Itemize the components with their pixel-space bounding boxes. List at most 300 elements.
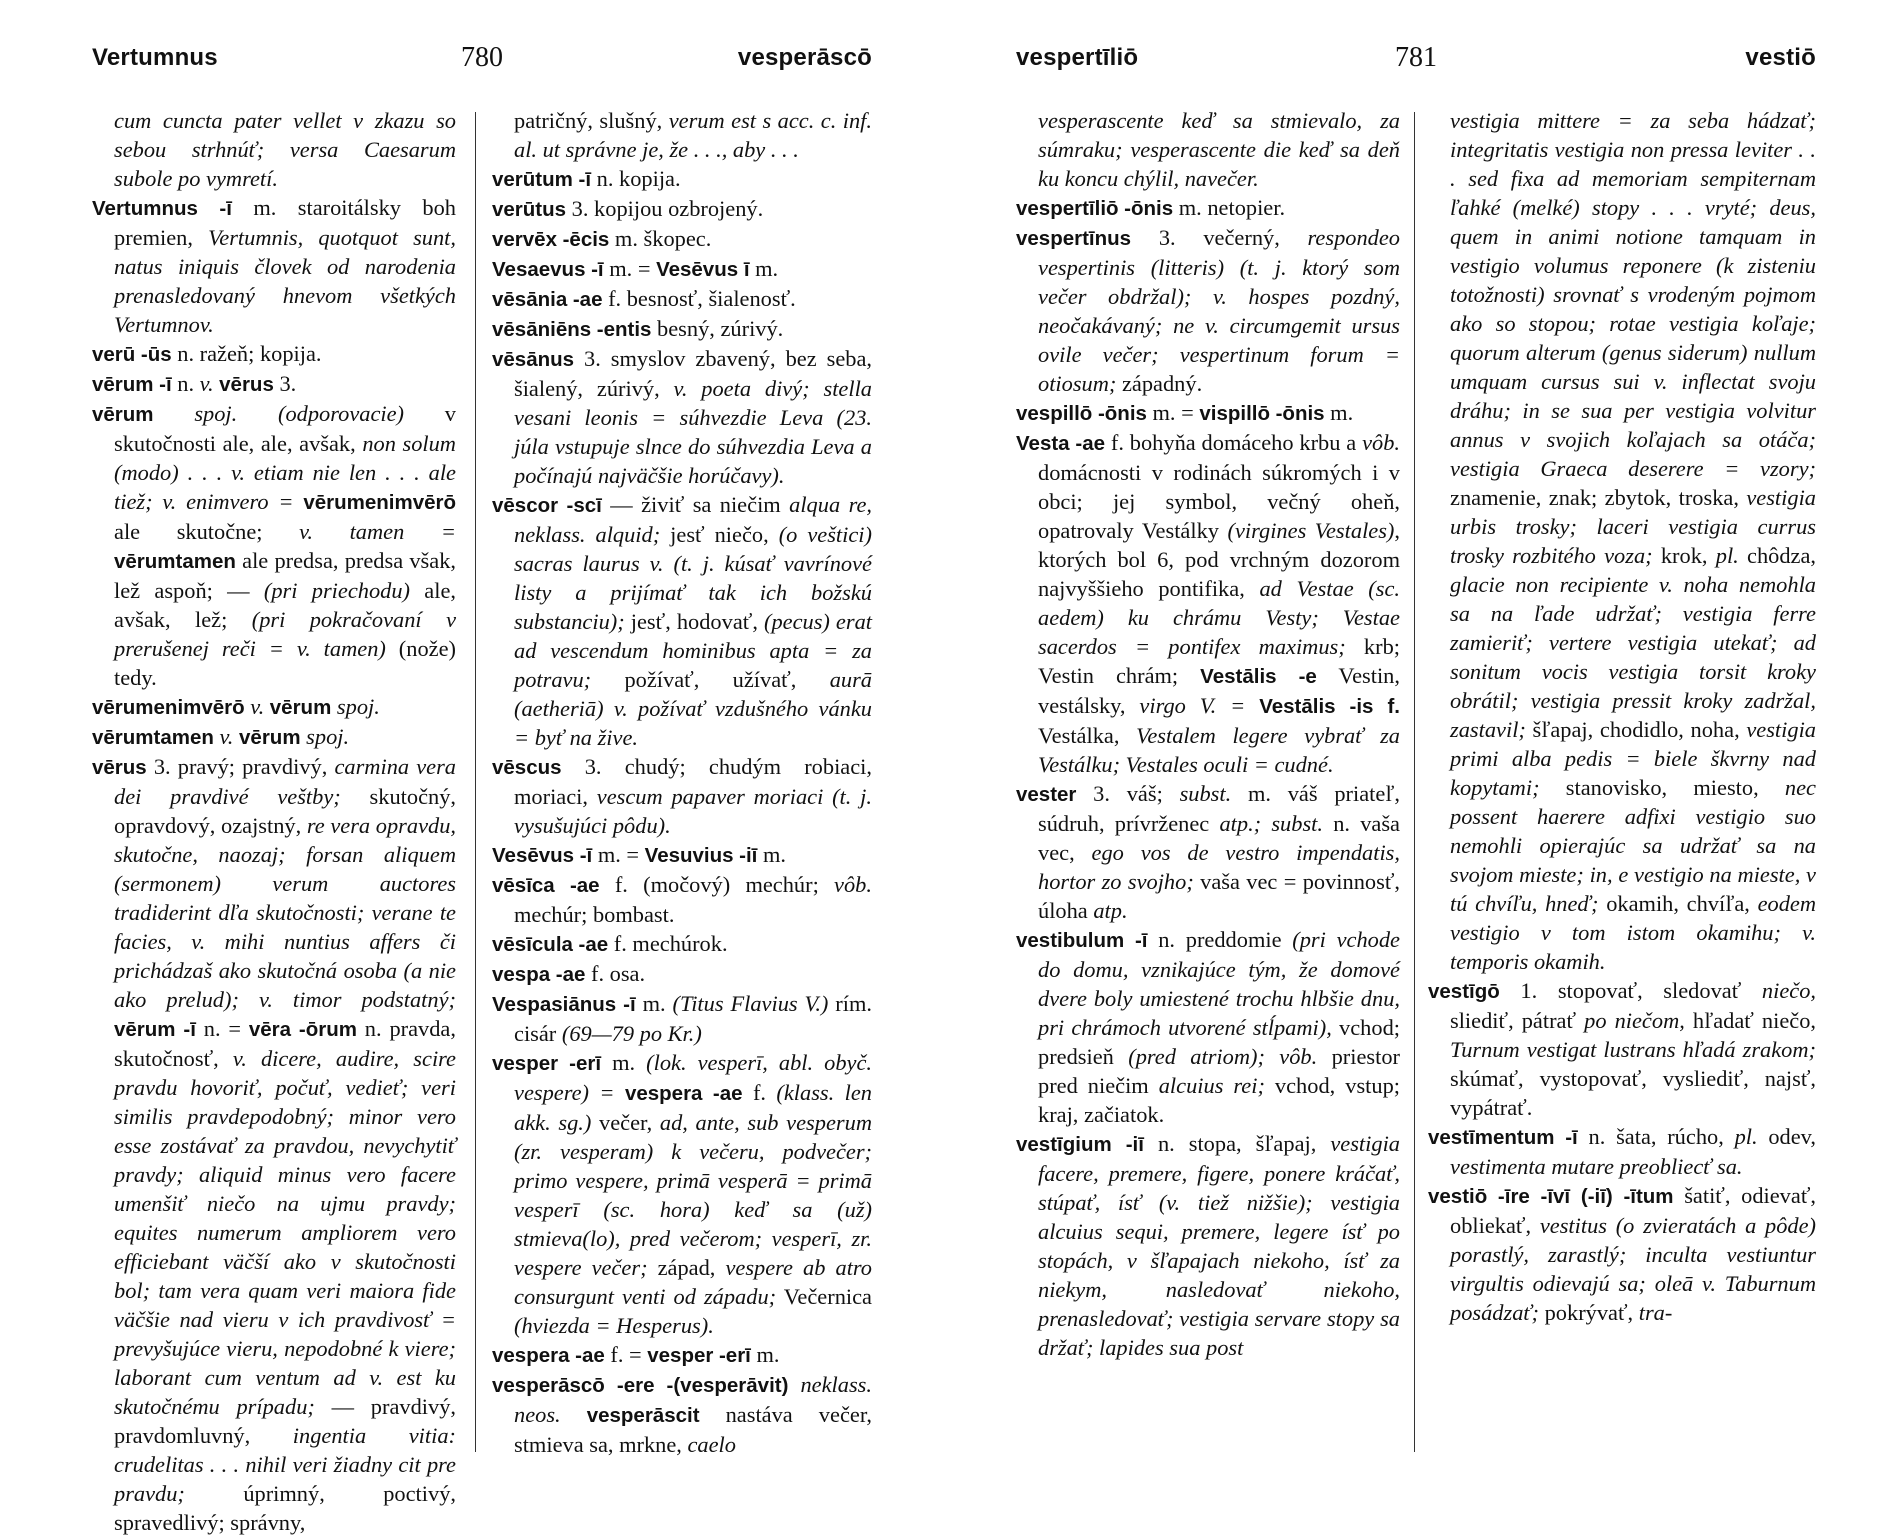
example-text: niečo,	[1761, 978, 1816, 1003]
example-text: atp.; subst.	[1219, 811, 1323, 836]
page-number: 780	[461, 42, 503, 73]
headword: vespillō	[1016, 402, 1093, 425]
definition-text: 3. váš;	[1076, 781, 1180, 806]
definition-text	[561, 1402, 587, 1427]
definition-text: rím. cisár	[514, 991, 872, 1046]
dictionary-entry	[492, 224, 872, 254]
running-header	[1016, 44, 1816, 84]
definition-text: pokrývať,	[1539, 1300, 1639, 1325]
grammar-form: Vestālis	[1259, 695, 1336, 718]
grammar-form: Vesuvius	[644, 844, 734, 867]
definition-text: 3. chudý; chudým robiaci, moriaci,	[514, 754, 872, 809]
definition-text	[154, 401, 195, 426]
grammar-form: -ī	[579, 844, 593, 867]
grammar-form: -ōnis	[1124, 197, 1174, 220]
dictionary-entry	[492, 194, 872, 224]
definition-text	[555, 872, 570, 897]
example-text: vespere ab atro consurgunt venti od západu;	[514, 1255, 872, 1309]
definition-text	[1124, 927, 1135, 952]
example-text: vesperascente keď sa stmievalo, za súmraku; vesperascente die keď sa deň ku koncu chýlil, navečer.	[1038, 108, 1400, 191]
headword: vestīgō	[1428, 980, 1500, 1003]
headword: vespera	[492, 1344, 570, 1367]
dictionary-entry	[1428, 1181, 1816, 1327]
headword: vērumenimvērō	[92, 696, 245, 719]
example-text: Vestalem legere vybrať za Vestálku; Vestales oculi = cudné.	[1038, 723, 1400, 777]
definition-text: besný, zúrivý.	[651, 316, 784, 341]
grammar-form: -īvī (-iī)	[1540, 1185, 1613, 1208]
definition-text: m.	[635, 991, 673, 1016]
column-divider	[475, 112, 476, 1452]
grammar-form: -īre	[1497, 1185, 1530, 1208]
example-text: v.	[219, 724, 234, 749]
definition-text: Vestálka,	[1038, 723, 1137, 748]
definition-text: m.	[1324, 400, 1354, 425]
example-text: alqua re, neklass. alquid;	[514, 492, 872, 547]
grammar-form: vespera	[624, 1082, 703, 1105]
definition-text: okamih, chvíľa,	[1598, 891, 1758, 916]
definition-text: m.	[750, 1342, 780, 1367]
dictionary-entry	[492, 989, 872, 1048]
grammar-form: -ī	[591, 258, 604, 281]
headword: verūtum	[492, 168, 573, 191]
example-text: (pecus) erat ad vescendum hominibus apta = za potravu;	[514, 609, 872, 692]
grammar-form: -ae	[712, 1082, 743, 1105]
definition-text: západ,	[647, 1255, 726, 1280]
definition-text: 1. stopovať, sledovať	[1499, 978, 1762, 1003]
dictionary-entry	[492, 870, 872, 929]
headword: vēscus	[492, 756, 562, 779]
example-text: virgo V. =	[1139, 693, 1246, 718]
definition-text: nastáva večer, stmieva sa, mrkne,	[514, 1402, 872, 1457]
example-text: atp.	[1093, 898, 1128, 923]
dictionary-entry	[492, 490, 872, 752]
definition-text: priestor pred niečim	[1038, 1044, 1400, 1098]
grammar-form: -ī	[159, 373, 172, 396]
definition-text: skúmať, vystopovať, vysliediť, najsť, vypátrať.	[1450, 1066, 1816, 1120]
definition-text: — živiť sa niečim	[601, 492, 790, 517]
dictionary-entry	[1016, 398, 1400, 428]
example-text: (69—79 po Kr.)	[561, 1021, 702, 1046]
definition-text: ale, avšak, lež;	[114, 578, 456, 632]
dictionary-entry	[1016, 1129, 1400, 1362]
definition-text: vchod, vstup; kraj, začiatok.	[1038, 1073, 1400, 1127]
header-first-entry: Vertumnus	[92, 44, 218, 71]
grammar-form: -erī	[569, 1052, 602, 1075]
grammar-form: -iī	[1125, 1133, 1144, 1156]
headword: vēscor	[492, 494, 559, 517]
dictionary-entry	[92, 339, 456, 369]
headword: verūtus	[492, 198, 567, 221]
dictionary-entry	[1016, 925, 1400, 1129]
definition-text: mechúr; bombast.	[514, 902, 675, 927]
dictionary-entry	[92, 722, 456, 752]
definition-text	[558, 1050, 569, 1075]
grammar-form: -iī	[739, 844, 758, 867]
definition-text: 3. smyslov zbavený, bez seba, šialený, zúrivý,	[514, 346, 872, 401]
definition-text: ale skutočne;	[114, 519, 300, 544]
headword: verū	[92, 343, 136, 366]
grammar-form: -ae	[575, 1344, 605, 1367]
definition-text: 3. večerný,	[1131, 225, 1308, 250]
definition-text: n. stopa, šľapaj,	[1143, 1131, 1331, 1156]
example-text: glacie non recipiente v. noha nemohla sa na ľade udržať; vestigia ferre zamieriť; vertere vestigia utekať; ad sonitum vocis vestigia torsit kroky obrátil; vestigia pressit kroky zadržal, zastavil;	[1450, 572, 1816, 742]
example-text: Vertumnis, quotquot sunt, natus iniquis človek od narodenia prenasledovaný hnevom všetkých Vertumnov.	[114, 225, 456, 337]
dictionary-entry	[492, 344, 872, 490]
example-text: alcuius rei;	[1158, 1073, 1265, 1098]
definition-text: n. preddomie	[1147, 927, 1293, 952]
entry-continuation	[1016, 106, 1400, 193]
column-right	[492, 106, 872, 1466]
dictionary-entry	[92, 692, 456, 722]
grammar-form: vesper	[647, 1344, 714, 1367]
grammar-form: -ere	[616, 1374, 655, 1397]
definition-text	[1245, 693, 1259, 718]
grammar-form: -ī	[1134, 929, 1148, 952]
definition-text: odev,	[1757, 1124, 1816, 1149]
example-text: (klass. len akk. sg.)	[514, 1080, 873, 1135]
headword: vērus	[92, 756, 147, 779]
grammar-form: vērum	[114, 1018, 176, 1041]
definition-text: vaša vec = povinnosť, úloha	[1038, 869, 1400, 923]
headword: vēsānus	[492, 348, 575, 371]
example-text: spoj. (odporovacie)	[194, 401, 405, 426]
definition-text: chôdza,	[1738, 543, 1816, 568]
dictionary-entry	[92, 752, 456, 1537]
grammar-form: -ī	[578, 168, 592, 191]
grammar-form: -ī	[623, 993, 636, 1016]
definition-text: f. mechúrok.	[608, 931, 728, 956]
definition-text: m. staroitálsky boh premien,	[114, 195, 456, 250]
example-text: Turnum vestigat lustrans hľadá zrakom;	[1450, 1037, 1816, 1062]
headword: Vesaevus	[492, 258, 586, 281]
example-text: spoj.	[336, 694, 380, 719]
definition-text: Večernica	[776, 1284, 872, 1309]
page-right	[1016, 0, 1816, 1500]
dictionary-entry	[1016, 428, 1400, 779]
definition-text	[1112, 1131, 1126, 1156]
example-text: v.	[199, 371, 214, 396]
example-text: re vera opravdu, skutočne, naozaj; forsan aliquem (sermonem) verum auctores tradiderint dľa skutočnosti; verane te facies, v. mihi nuntius affers či prichádzaš ako skutočná osoba (a nie ako prelud); v. timor podstatný;	[114, 813, 456, 1012]
dictionary-entry	[1428, 976, 1816, 1122]
definition-text: ale predsa, predsa však, lež aspoň; —	[114, 548, 456, 603]
headword: Vesta	[1016, 432, 1070, 455]
grammar-form: vēra	[248, 1018, 292, 1041]
dictionary-entry	[492, 314, 872, 344]
example-text: tra-	[1638, 1300, 1673, 1325]
example-text: pl.	[1715, 543, 1739, 568]
definition-text	[198, 195, 219, 220]
example-text: po niečom,	[1584, 1008, 1685, 1033]
definition-text: f. =	[604, 1342, 648, 1367]
grammar-form: -ae	[555, 963, 586, 986]
headword: Vespasiānus	[492, 993, 617, 1016]
headword: vēsīca	[492, 874, 555, 897]
definition-text: šľapaj, chodidlo, noha,	[1525, 717, 1747, 742]
dictionary-entry	[492, 254, 872, 284]
page-number: 781	[1395, 42, 1437, 73]
example-text: vôb.	[1362, 430, 1400, 455]
definition-text: skutočný, opravdový, ozajstný,	[114, 784, 456, 838]
headword: Vertumnus	[92, 197, 198, 220]
dictionary-entry	[1016, 779, 1400, 925]
grammar-form: -ae	[1075, 432, 1106, 455]
example-text: vestimenta mutare preobliecť sa.	[1450, 1154, 1743, 1179]
definition-text: hľadať niečo,	[1684, 1008, 1816, 1033]
definition-text: , ktorých bol 6, pod vrchným dozorom najvyššieho pontifika,	[1038, 518, 1401, 601]
definition-text: sliediť, pátrať	[1450, 1008, 1585, 1033]
grammar-form: -ae	[578, 933, 609, 956]
grammar-form: -ī	[1565, 1126, 1578, 1149]
definition-text: f. (močový) mechúr;	[599, 872, 835, 897]
headword: vestibulum	[1016, 929, 1125, 952]
definition-text: f. osa.	[585, 961, 646, 986]
example-text: verum est s acc. c. inf. al. ut správne je, že . . ., aby . . .	[514, 108, 872, 162]
headword: vestiō	[1428, 1185, 1488, 1208]
definition-text: vchod; predsieň	[1038, 1015, 1400, 1069]
definition-text: krb; Vestin chrám;	[1038, 634, 1401, 688]
entry-continuation	[492, 106, 872, 164]
example-text: (pri priechodu)	[263, 578, 410, 603]
header-first-entry: vespertīliō	[1016, 44, 1139, 71]
dictionary-entry	[492, 1048, 872, 1340]
example-text: cum cuncta pater vellet v zkazu so sebou strhnúť; versa Caesarum subole po vymretí.	[114, 108, 456, 191]
definition-text	[788, 1372, 800, 1397]
definition-text: 3.	[273, 371, 297, 396]
example-text: vestigia primi alba pedis = biele škvrny nad kopytami;	[1450, 717, 1816, 800]
example-text: vestitus (o zvieratách a pôde) porastlý, zarastlý; inculta vestiuntur virgultis odievajú sa; oleā v. Taburnum posádzať;	[1450, 1213, 1816, 1325]
definition-text: m.	[601, 1050, 647, 1075]
definition-text	[1554, 1124, 1565, 1149]
definition-text	[293, 489, 303, 514]
column-left	[92, 106, 457, 1535]
grammar-form: -ēcis	[562, 228, 610, 251]
definition-text: jesť, hodovať,	[624, 609, 764, 634]
definition-text: f. bohyňa domáceho krbu a	[1105, 430, 1363, 455]
definition-text: domácnosti v rodinách súkromých i v obci; jej symbol, večný oheň, opatrovaly Vestálky	[1038, 460, 1400, 543]
example-text: non solum (modo) . . . v. etiam nie len . . . ale tiež; v. enimvero =	[114, 431, 456, 514]
definition-text: stanovisko, miesto,	[1539, 775, 1785, 800]
grammar-form: -ītum	[1623, 1185, 1674, 1208]
header-last-entry: vesperāscō	[737, 44, 872, 71]
definition-text: f.	[742, 1080, 777, 1105]
example-text: respondeo vespertinis (litteris) (t. j. ktorý som večer obdržal); v. hospes pozdný, neočakávaný; ne v. circumgemit ursus ovile večer; vespertinum forum = otiosum;	[1038, 225, 1400, 396]
definition-text	[615, 1080, 625, 1105]
example-text: v. poeta divý; stella vesani leonis = súhvezdie Leva (23. júla vstupuje slnce do súhvezdia Leva a počínajú najväčšie horúčavy).	[514, 376, 873, 488]
example-text: (lok. vesperī, abl. obyč. vespere) =	[514, 1050, 872, 1105]
definition-text: m.	[749, 256, 779, 281]
example-text: vôb.	[834, 872, 872, 897]
example-text: v.	[250, 694, 265, 719]
dictionary-entry	[492, 284, 872, 314]
example-text: carmina vera dei pravdivé veštby;	[114, 754, 457, 809]
grammar-form: vērumenimvērō	[303, 491, 456, 514]
definition-text: m.	[757, 842, 786, 867]
dictionary-entry	[492, 1340, 872, 1370]
grammar-form: vērus	[219, 373, 274, 396]
example-text: (pred atriom); vôb.	[1128, 1044, 1318, 1069]
grammar-form: Vesēvus ī	[656, 258, 750, 281]
headword: vespa	[492, 963, 551, 986]
example-text: vescum papaver moriaci (t. j. vysušujúci pôdu).	[514, 784, 872, 838]
example-text: ego vos de vestro impendatis, hortor zo svojho;	[1038, 840, 1400, 894]
entry-continuation	[1428, 106, 1816, 976]
definition-text: m. =	[603, 256, 657, 281]
definition-text: m. škopec.	[609, 226, 712, 251]
headword: vester	[1016, 783, 1077, 806]
definition-text: n. vaša vec,	[1038, 811, 1400, 865]
definition-text: v skutočnosti ale, ale, avšak,	[114, 401, 456, 456]
grammar-form: -ōrum	[298, 1018, 357, 1041]
example-text: (o veštici) sacras laurus v. (t. j. kúsať vavrínové listy a prijímať tak ich božskú substanciu);	[514, 522, 872, 634]
definition-text: Vestin, vestálsky,	[1038, 663, 1400, 718]
headword: vērumtamen	[92, 726, 214, 749]
definition-text	[291, 1016, 299, 1041]
definition-text: jesť niečo,	[660, 522, 779, 547]
example-text: (virgines Vestales)	[1227, 518, 1395, 543]
page-left	[92, 0, 873, 1535]
dictionary-entry	[492, 959, 872, 989]
headword: vespertīnus	[1016, 227, 1132, 250]
example-text: pl.	[1734, 1124, 1758, 1149]
headword: vēsānia	[492, 288, 568, 311]
grammar-form: -scī	[566, 494, 602, 517]
example-text: (Titus Flavius V.)	[672, 991, 829, 1016]
headword: vestīgium	[1016, 1133, 1112, 1156]
grammar-form: vispillō	[1199, 402, 1270, 425]
definition-text	[1613, 1183, 1624, 1208]
grammar-form: -ūs	[140, 343, 172, 366]
example-text: (pri pokračovaní v prerušenej reči = v. tamen)	[114, 607, 457, 661]
headword: vēsīcula	[492, 933, 573, 956]
grammar-form: -ī	[183, 1018, 196, 1041]
grammar-form: vērumtamen	[114, 550, 236, 573]
definition-text: n. kopija.	[591, 166, 681, 191]
grammar-form: -ī	[219, 197, 232, 220]
definition-text: n.	[171, 371, 200, 396]
definition-text: krok,	[1652, 543, 1716, 568]
definition-text: požívať, užívať,	[591, 667, 830, 692]
definition-text: 3. kopijou ozbrojený.	[566, 196, 764, 221]
grammar-form: -(vesperāvit)	[666, 1374, 789, 1397]
definition-text: (nože) tedy.	[114, 636, 456, 690]
example-text: nec possent haerere adfixi vestigio suo nemohli opierajúc sa udržať sa na svojom mieste; in, e vestigio na mieste, v tú chvíľu, hneď;	[1450, 775, 1816, 916]
example-text: aurā (aetheriā) v. požívať vzdušného vánku = byť na žive.	[514, 667, 872, 750]
grammar-form: vesperāscit	[586, 1404, 700, 1427]
definition-text: patričný, slušný,	[514, 108, 669, 133]
grammar-form: -erī	[718, 1344, 751, 1367]
dictionary-entry	[492, 752, 872, 840]
definition-text: n. šata, rúcho,	[1577, 1124, 1735, 1149]
definition-text: f. besnosť, šialenosť.	[602, 286, 796, 311]
example-text: subst.	[1179, 781, 1232, 806]
definition-text: n. pravda, skutočnosť,	[114, 1016, 456, 1071]
headword: vesperāscō	[492, 1374, 605, 1397]
definition-text: m. netopier.	[1173, 195, 1286, 220]
example-text: ad, ante, sub vesperum (zr. vesperam) k večeru, podvečer; primo vespere, primā vesperā = primā vesperī (sc. hora) keď sa (už) stmieva(lo), pred večerom; vesperī, zr. vespere večer;	[514, 1110, 872, 1280]
example-text: spoj.	[306, 724, 350, 749]
definition-text: — pravdivý, pravdomluvný,	[114, 1394, 456, 1448]
dictionary-entry	[92, 399, 456, 692]
definition-text: západný.	[1116, 371, 1203, 396]
definition-text: znamenie, znak; zbytok, troska,	[1450, 485, 1747, 510]
definition-text: úprimný, poctivý, spravedlivý; správny,	[114, 1481, 456, 1535]
definition-text	[1336, 693, 1350, 718]
grammar-form: Vestālis	[1200, 665, 1277, 688]
grammar-form: -ae	[569, 874, 600, 897]
definition-text: n. =	[195, 1016, 249, 1041]
definition-text: m. =	[1146, 400, 1200, 425]
example-text: neklass. neos.	[514, 1372, 872, 1427]
example-text: vestigia facere, premere, figere, ponere kráčať, stúpať, ísť (v. tiež nižšie); vestigia alcuius sequi, premere, legere ísť po stopách, v šľapajach niekoho, ísť za niekym, nasledovať niekoho, prenasledovať; vestigia servare stopy sa držať; lapides sua post	[1038, 1131, 1400, 1360]
headword: vespertīliō	[1016, 197, 1119, 220]
example-text: caelo	[687, 1432, 736, 1457]
dictionary-entry	[492, 1370, 872, 1459]
definition-text: m. váš priateľ, súdruh, prívrženec	[1038, 781, 1400, 836]
running-header	[92, 44, 872, 84]
example-text: vestigia urbis trosky; laceri vestigia currus trosky rozbitého voza;	[1450, 485, 1816, 568]
dictionary-entry	[92, 193, 456, 339]
headword: vērum	[92, 373, 154, 396]
headword: vervēx	[492, 228, 557, 251]
grammar-form: -ōnis	[1097, 402, 1147, 425]
column-divider	[1414, 112, 1415, 1452]
definition-text	[702, 1080, 712, 1105]
header-last-entry: vestiō	[1745, 44, 1816, 71]
dictionary-entry	[492, 929, 872, 959]
grammar-form: vērum	[239, 726, 301, 749]
grammar-form: -entis	[596, 318, 652, 341]
example-text: v. tamen =	[299, 519, 456, 544]
dictionary-entry	[1428, 1122, 1816, 1181]
definition-text: večer,	[591, 1110, 660, 1135]
entry-continuation	[92, 106, 456, 193]
definition-text	[1487, 1183, 1498, 1208]
headword: vērum	[92, 403, 154, 426]
definition-text: šatiť, odievať, obliekať,	[1450, 1183, 1816, 1238]
definition-text: 3. pravý; pravdivý,	[146, 754, 335, 779]
dictionary-entry	[92, 369, 456, 399]
column-right	[1428, 106, 1816, 1466]
dictionary-entry	[492, 840, 872, 870]
example-text: vestigia mittere = za seba hádzať; integritatis vestigia non pressa leviter . . . sed fixa ad memoriam sempiternam ľahké (melké) stopy . . . vryté; deus, quem in animi notione tamquam in vestigio volumus reponere (k zisteniu totožnosti) srovnať s vrodeným pojmom ako so stopou; rotae vestigia koľaje; quorum alterum (genus siderum) nullum umquam cursus sui v. inflectat svoju dráhu; in se sua per vestigia volvitur annus v svojich koľajach sa otáča; vestigia Graeca deserere = vzory;	[1450, 108, 1816, 481]
grammar-form: -e	[1298, 665, 1317, 688]
grammar-form: vērum	[269, 696, 332, 719]
example-text: eodem vestigio v tom istom okamihu; v. temporis okamih.	[1450, 891, 1817, 974]
example-text: (pri vchode do domu, vznikajúce tým, že domové dvere boly umiestené trochu hlbšie dnu, pri chrámoch utvorené stĺpami),	[1038, 927, 1400, 1040]
dictionary-entry	[1016, 223, 1400, 398]
definition-text	[1277, 663, 1299, 688]
definition-text	[654, 1372, 666, 1397]
headword: Vesēvus	[492, 844, 575, 867]
headword: vesper	[492, 1052, 559, 1075]
grammar-form: -ōnis	[1275, 402, 1325, 425]
definition-text	[1530, 1183, 1541, 1208]
grammar-form: -ae	[572, 288, 603, 311]
dictionary-entry	[492, 164, 872, 194]
example-text: (hviezda = Hesperus).	[514, 1313, 714, 1338]
grammar-form: -is f.	[1349, 695, 1400, 718]
example-text: v. dicere, audire, scire pravdu hovoriť, počuť, vedieť; veri similis pravdepodobný; minor vero esse zostávať za pravdou, nevychytiť pravdy; aliquid minus vero facere umenšiť niečo na ujmu pravdy; equites numerum ampliorem vero efficiebant väčší ako v skutočnosti bol; tam vera quam veri maiora fide väčšie nad vieru v ich pravdivosť = prevyšujúce vieru, nepodobné k viere; laborant cum ventum ad v. est ku skutočnému prípadu;	[114, 1046, 456, 1419]
dictionary-entry	[1016, 193, 1400, 223]
headword: vestīmentum	[1428, 1126, 1555, 1149]
example-text: ad Vestae (sc. aedem) ku chrámu Vesty; Vestae sacerdos = pontifex maximus;	[1038, 576, 1400, 659]
definition-text	[605, 1372, 617, 1397]
column-left	[1016, 106, 1400, 1466]
example-text: ingentia vitia: crudelitas . . . nihil veri žiadny cit pre pravdu;	[114, 1423, 456, 1506]
definition-text: n. ražeň; kopija.	[171, 341, 322, 366]
headword: vēsāniēns	[492, 318, 592, 341]
definition-text: m. =	[592, 842, 645, 867]
